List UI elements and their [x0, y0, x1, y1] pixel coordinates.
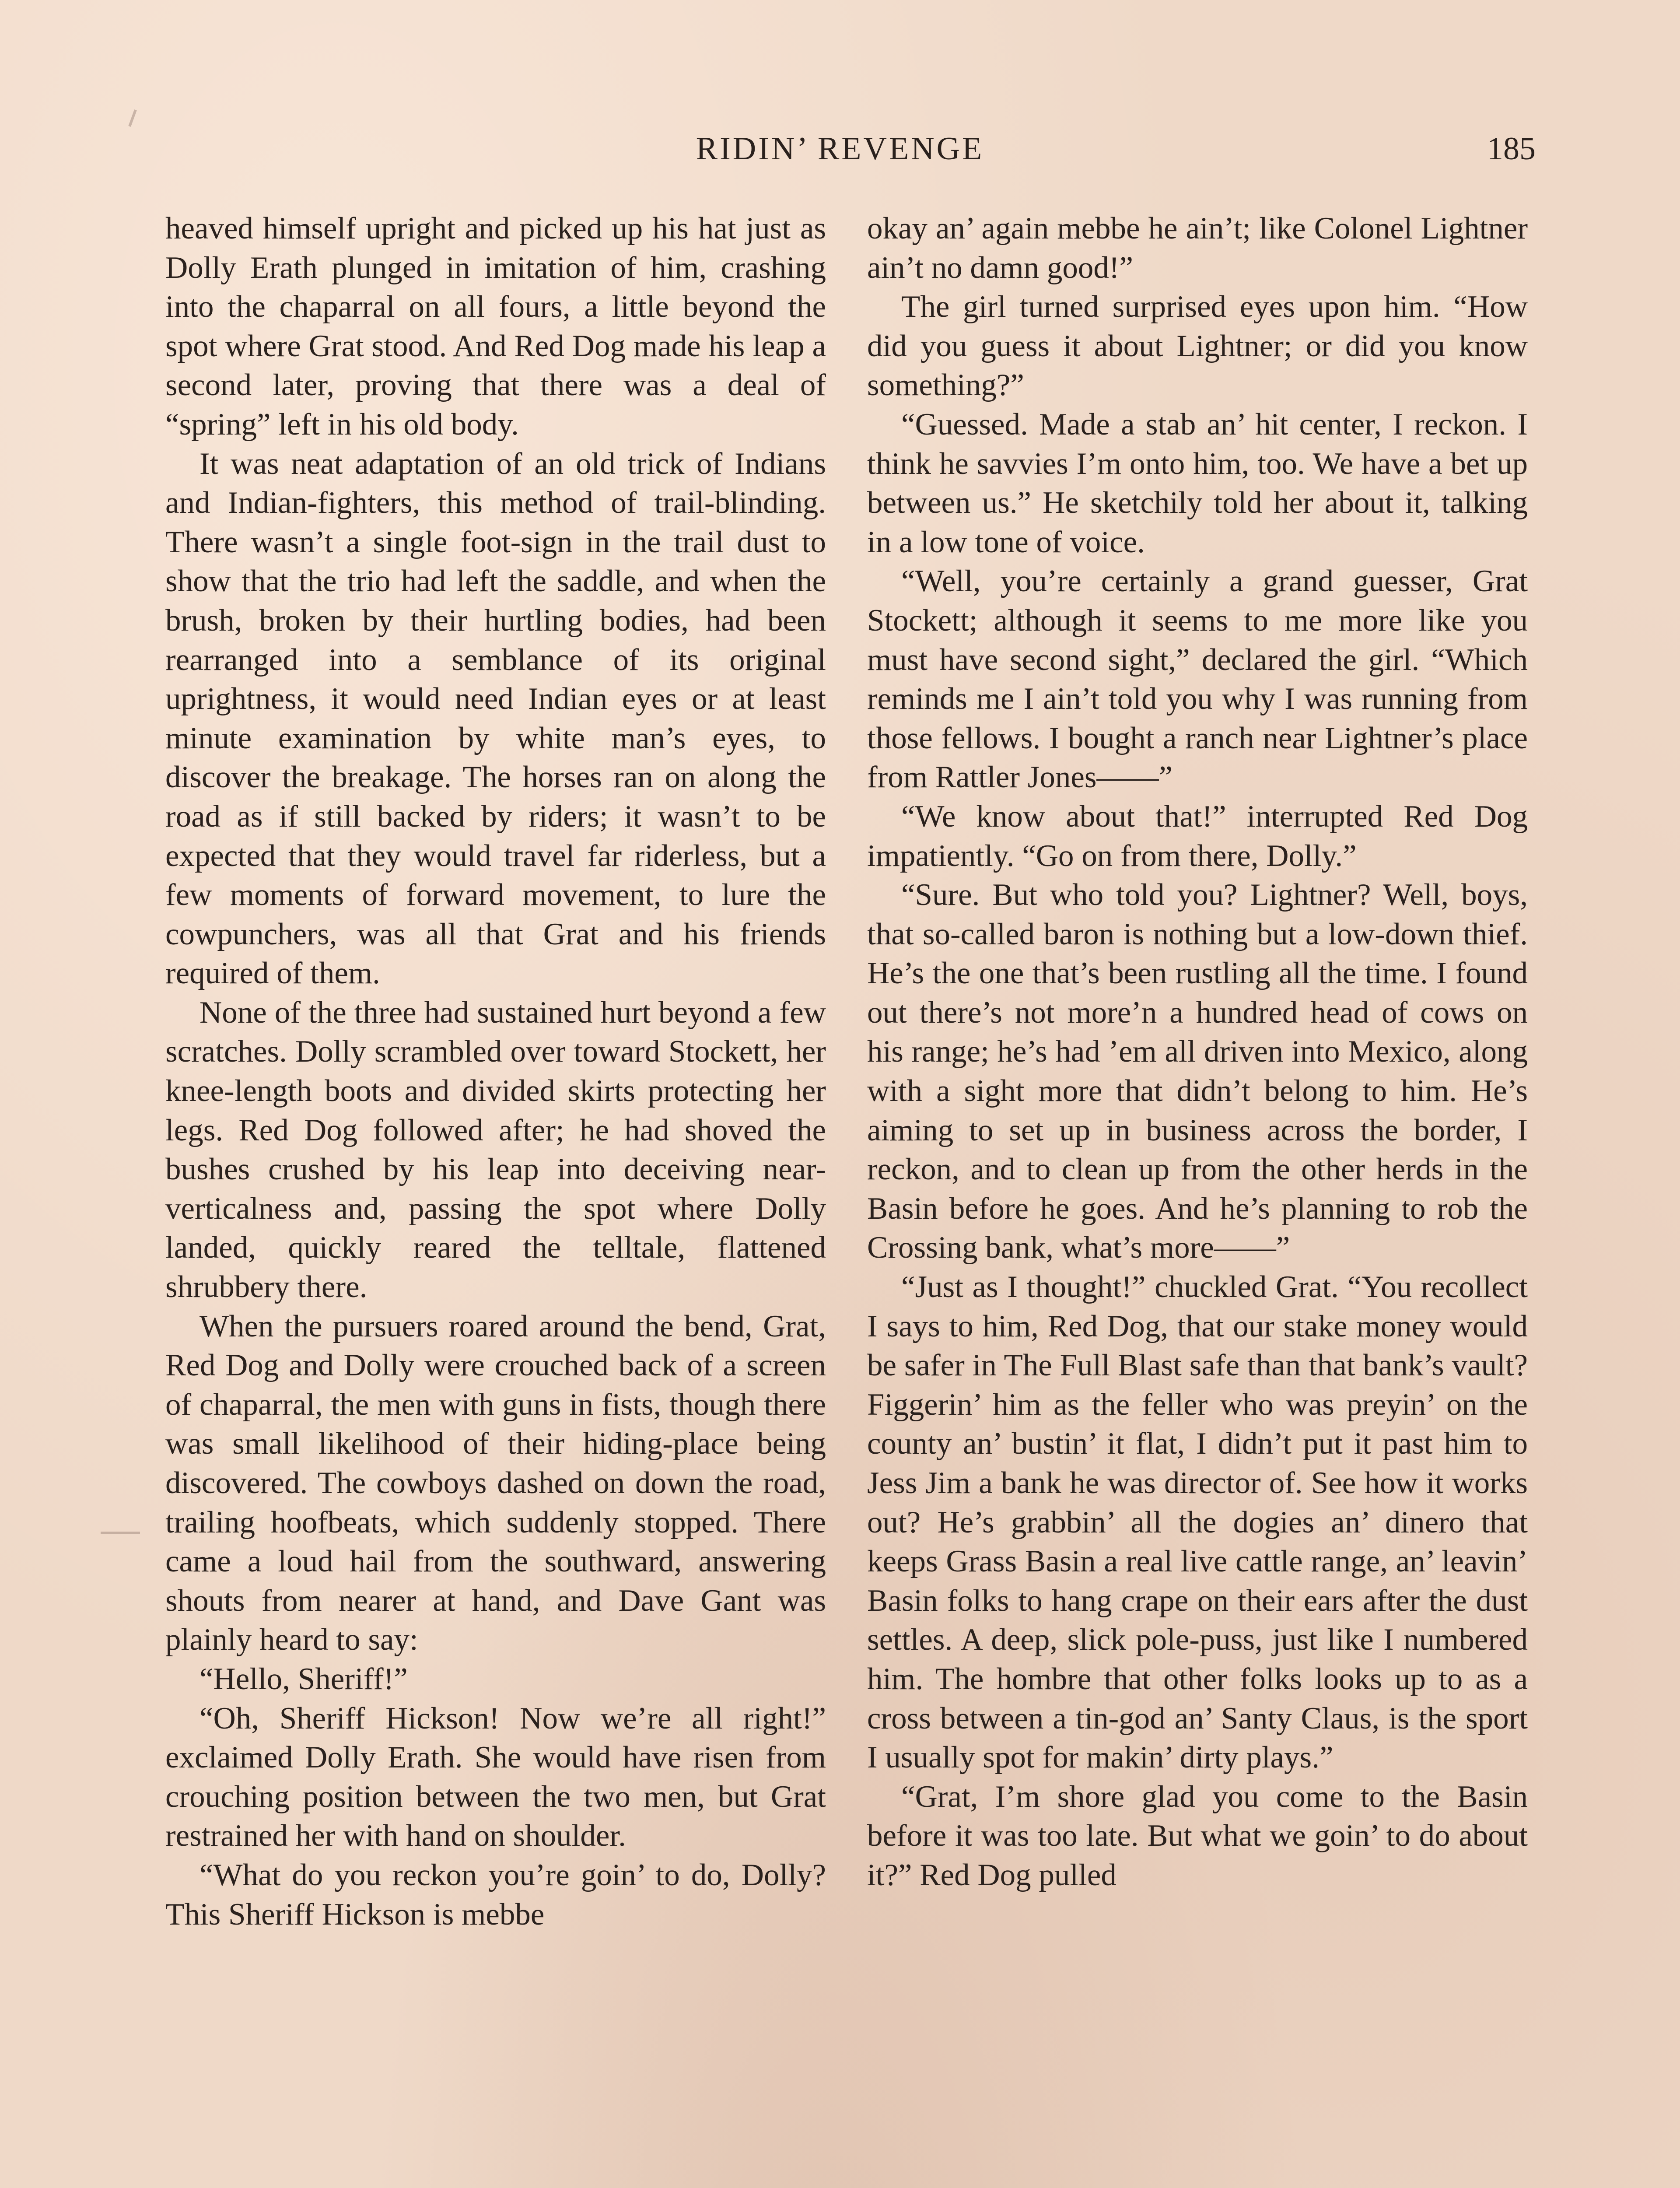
paragraph: okay an’ again mebbe he ain’t; like Colonel Lightner ain’t no damn good!”: [867, 211, 1528, 285]
running-head: [0, 125, 1680, 173]
paragraph: “Hello, Sheriff!”: [200, 1662, 408, 1696]
page-number: 185: [1487, 131, 1536, 167]
paragraph: “What do you reckon you’re goin’ to do, Dolly? This Sheriff Hickson is mebbe: [165, 1858, 826, 1932]
right-column: [867, 209, 1528, 1895]
paragraph: None of the three had sustained hurt beyond a few scratches. Dolly scrambled over toward Stockett, her knee-length boots and divided skirts protecting her legs. Red Dog followed after; he had shoved the bushes crushed by his leap into deceiving near-verticalness and, passing the spot where Dolly landed, quickly reared the telltale, flattened shrubbery there.: [165, 995, 826, 1304]
paragraph: It was neat adaptation of an old trick of Indians and Indian-fighters, this method of trail-blinding. There wasn’t a single foot-sign in the trail dust to show that the trio had left the saddle, and when the brush, broken by their hurtling bodies, had been rearranged into a semblance of its original uprightness, it would need Indian eyes or at least minute examination by white man’s eyes, to discover the breakage. The horses ran on along the road as if still backed by riders; it wasn’t to be expected that they would travel far riderless, but a few moments of forward movement, to lure the cowpunchers, was all that Grat and his friends required of them.: [165, 446, 826, 991]
paper-speck: [128, 109, 136, 127]
paragraph: When the pursuers roared around the bend, Grat, Red Dog and Dolly were crouched back of a screen of chaparral, the men with guns in fists, though there was small likelihood of their hiding-place being discovered. The cowboys dashed on down the road, trailing hoofbeats, which suddenly stopped. There came a loud hail from the southward, answering shouts from nearer at hand, and Dave Gant was plainly heard to say:: [165, 1309, 826, 1657]
paragraph: “We know about that!” interrupted Red Dog impatiently. “Go on from there, Dolly.”: [867, 799, 1528, 873]
paragraph: “Well, you’re certainly a grand guesser, Grat Stockett; although it seems to me more like you must have second sight,” declared the girl. “Which reminds me I ain’t told you why I was running from those fellows. I bought a ranch near Lightner’s place from Rattler Jones——”: [867, 564, 1528, 795]
paragraph: “Sure. But who told you? Lightner? Well, boys, that so-called baron is nothing but a low-down thief. He’s the one that’s been rustling all the time. I found out there’s not more’n a hundred head of cows on his range; he’s had ’em all driven into Mexico, along with a sight more that didn’t belong to him. He’s aiming to set up in business across the border, I reckon, and to clean up from the other herds in the Basin before he goes. And he’s planning to rob the Crossing bank, what’s more——”: [867, 878, 1528, 1265]
paragraph: “Just as I thought!” chuckled Grat. “You recollect I says to him, Red Dog, that our stake money would be safer in The Full Blast safe than that bank’s vault? Figgerin’ him as the feller who was preyin’ on the county an’ bustin’ it flat, I didn’t put it past him to Jess Jim a bank he was director of. See how it works out? He’s grabbin’ all the dogies an’ dinero that keeps Grass Basin a real live cattle range, an’ leavin’ Basin folks to hang crape on their ears after the dust settles. A deep, slick pole-puss, just like I numbered him. The hombre that other folks looks up to as a cross between a tin-god an’ Santy Claus, is the sport I usually spot for makin’ dirty plays.”: [867, 1270, 1528, 1775]
paragraph: “Oh, Sheriff Hickson! Now we’re all right!” exclaimed Dolly Erath. She would have risen from crouching position between the two men, but Grat restrained her with hand on shoulder.: [165, 1701, 826, 1853]
paragraph: “Guessed. Made a stab an’ hit center, I reckon. I think he savvies I’m onto him, too. We have a bet up between us.” He sketchily told her about it, talking in a low tone of voice.: [867, 407, 1528, 559]
paragraph: heaved himself upright and picked up his hat just as Dolly Erath plunged in imitation of him, crashing into the chaparral on all fours, a little beyond the spot where Grat stood. And Red Dog made his leap a second later, proving that there was a deal of “spring” left in his old body.: [165, 211, 826, 442]
running-title: RIDIN’ REVENGE: [696, 131, 984, 167]
paper-speck: [101, 1532, 140, 1534]
paragraph: The girl turned surprised eyes upon him. “How did you guess it about Lightner; or did you know something?”: [867, 290, 1528, 403]
left-column: [165, 209, 826, 1934]
paragraph: “Grat, I’m shore glad you come to the Basin before it was too late. But what we goin’ to do about it?” Red Dog pulled: [867, 1779, 1528, 1892]
